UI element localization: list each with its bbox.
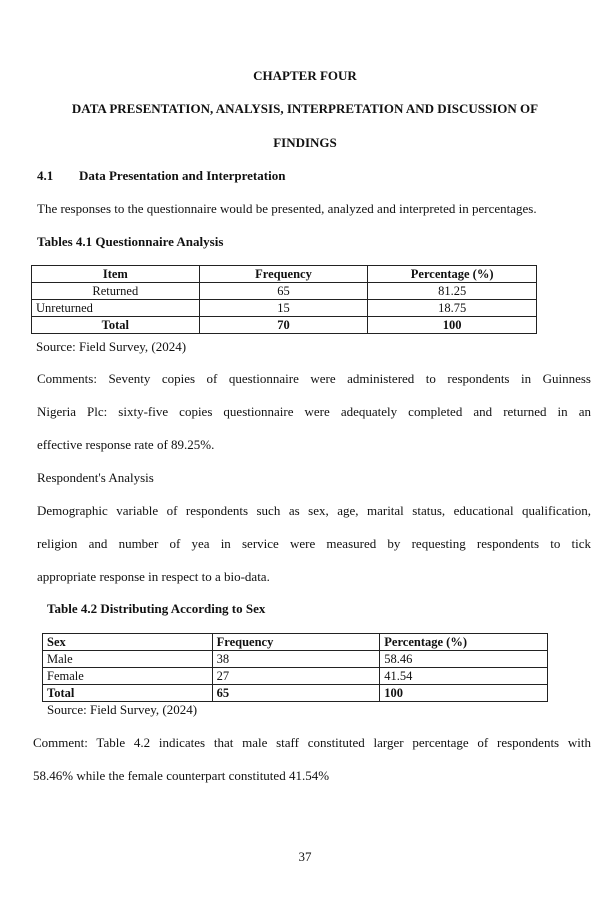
demographic-line1: Demographic variable of respondents such as sex, age, marital status, educational qualification, (37, 503, 591, 518)
cell-frequency: 15 (199, 300, 368, 317)
header-item: Item (32, 266, 200, 283)
header-percentage: Percentage (%) (368, 266, 537, 283)
chapter-heading-line1: DATA PRESENTATION, ANALYSIS, INTERPRETATION AND DISCUSSION OF (71, 101, 539, 116)
cell-total-label: Total (32, 317, 200, 334)
table2-source: Source: Field Survey, (2024) (47, 702, 198, 717)
section-title: Data Presentation and Interpretation (79, 168, 286, 183)
table1-caption: Tables 4.1 Questionnaire Analysis (37, 234, 224, 249)
section-number: 4.1 (37, 168, 54, 183)
cell-percentage: 18.75 (368, 300, 537, 317)
table-total-row (43, 685, 548, 702)
table-header-row (32, 266, 537, 283)
table1-source: Source: Field Survey, (2024) (36, 339, 187, 354)
cell-total-percentage: 100 (380, 685, 548, 702)
cell-item: Unreturned (32, 300, 200, 317)
demographic-line3: appropriate response in respect to a bio-data. (37, 569, 270, 584)
cell-percentage: 58.46 (380, 651, 548, 668)
page-number: 37 (298, 849, 312, 864)
demographic-line2: religion and number of yea in service were measured by requesting respondents to tick (37, 536, 591, 551)
table2-caption: Table 4.2 Distributing According to Sex (47, 601, 266, 616)
cell-total-frequency: 70 (199, 317, 368, 334)
cell-item: Returned (32, 283, 200, 300)
table-row (32, 283, 537, 300)
cell-sex: Female (43, 668, 213, 685)
respondents-heading: Respondent's Analysis (37, 470, 154, 485)
comment1-line3: effective response rate of 89.25%. (37, 437, 215, 452)
cell-total-frequency: 65 (212, 685, 380, 702)
cell-frequency: 38 (212, 651, 380, 668)
comment1-line2: Nigeria Plc: sixty-five copies questionnaire were adequately completed and returned in an (37, 404, 591, 419)
table-total-row (32, 317, 537, 334)
header-frequency: Frequency (212, 634, 380, 651)
table-header-row (43, 634, 548, 651)
table-row (43, 651, 548, 668)
cell-percentage: 41.54 (380, 668, 548, 685)
cell-percentage: 81.25 (368, 283, 537, 300)
header-percentage: Percentage (%) (380, 634, 548, 651)
comment2-line2: 58.46% while the female counterpart constituted 41.54% (33, 768, 330, 783)
comment2-line1: Comment: Table 4.2 indicates that male staff constituted larger percentage of respondents with (33, 735, 591, 750)
cell-total-label: Total (43, 685, 213, 702)
chapter-title: CHAPTER FOUR (253, 68, 357, 83)
intro-paragraph: The responses to the questionnaire would be presented, analyzed and interpreted in percentages. (37, 201, 537, 216)
table-row (43, 668, 548, 685)
cell-total-percentage: 100 (368, 317, 537, 334)
table-row (32, 300, 537, 317)
header-frequency: Frequency (199, 266, 368, 283)
sex-distribution-table (42, 633, 548, 702)
cell-frequency: 65 (199, 283, 368, 300)
cell-frequency: 27 (212, 668, 380, 685)
questionnaire-table (31, 265, 537, 334)
comment1-line1: Comments: Seventy copies of questionnaire were administered to respondents in Guinness (37, 371, 591, 386)
chapter-heading-line2: FINDINGS (273, 135, 337, 150)
header-sex: Sex (43, 634, 213, 651)
cell-sex: Male (43, 651, 213, 668)
